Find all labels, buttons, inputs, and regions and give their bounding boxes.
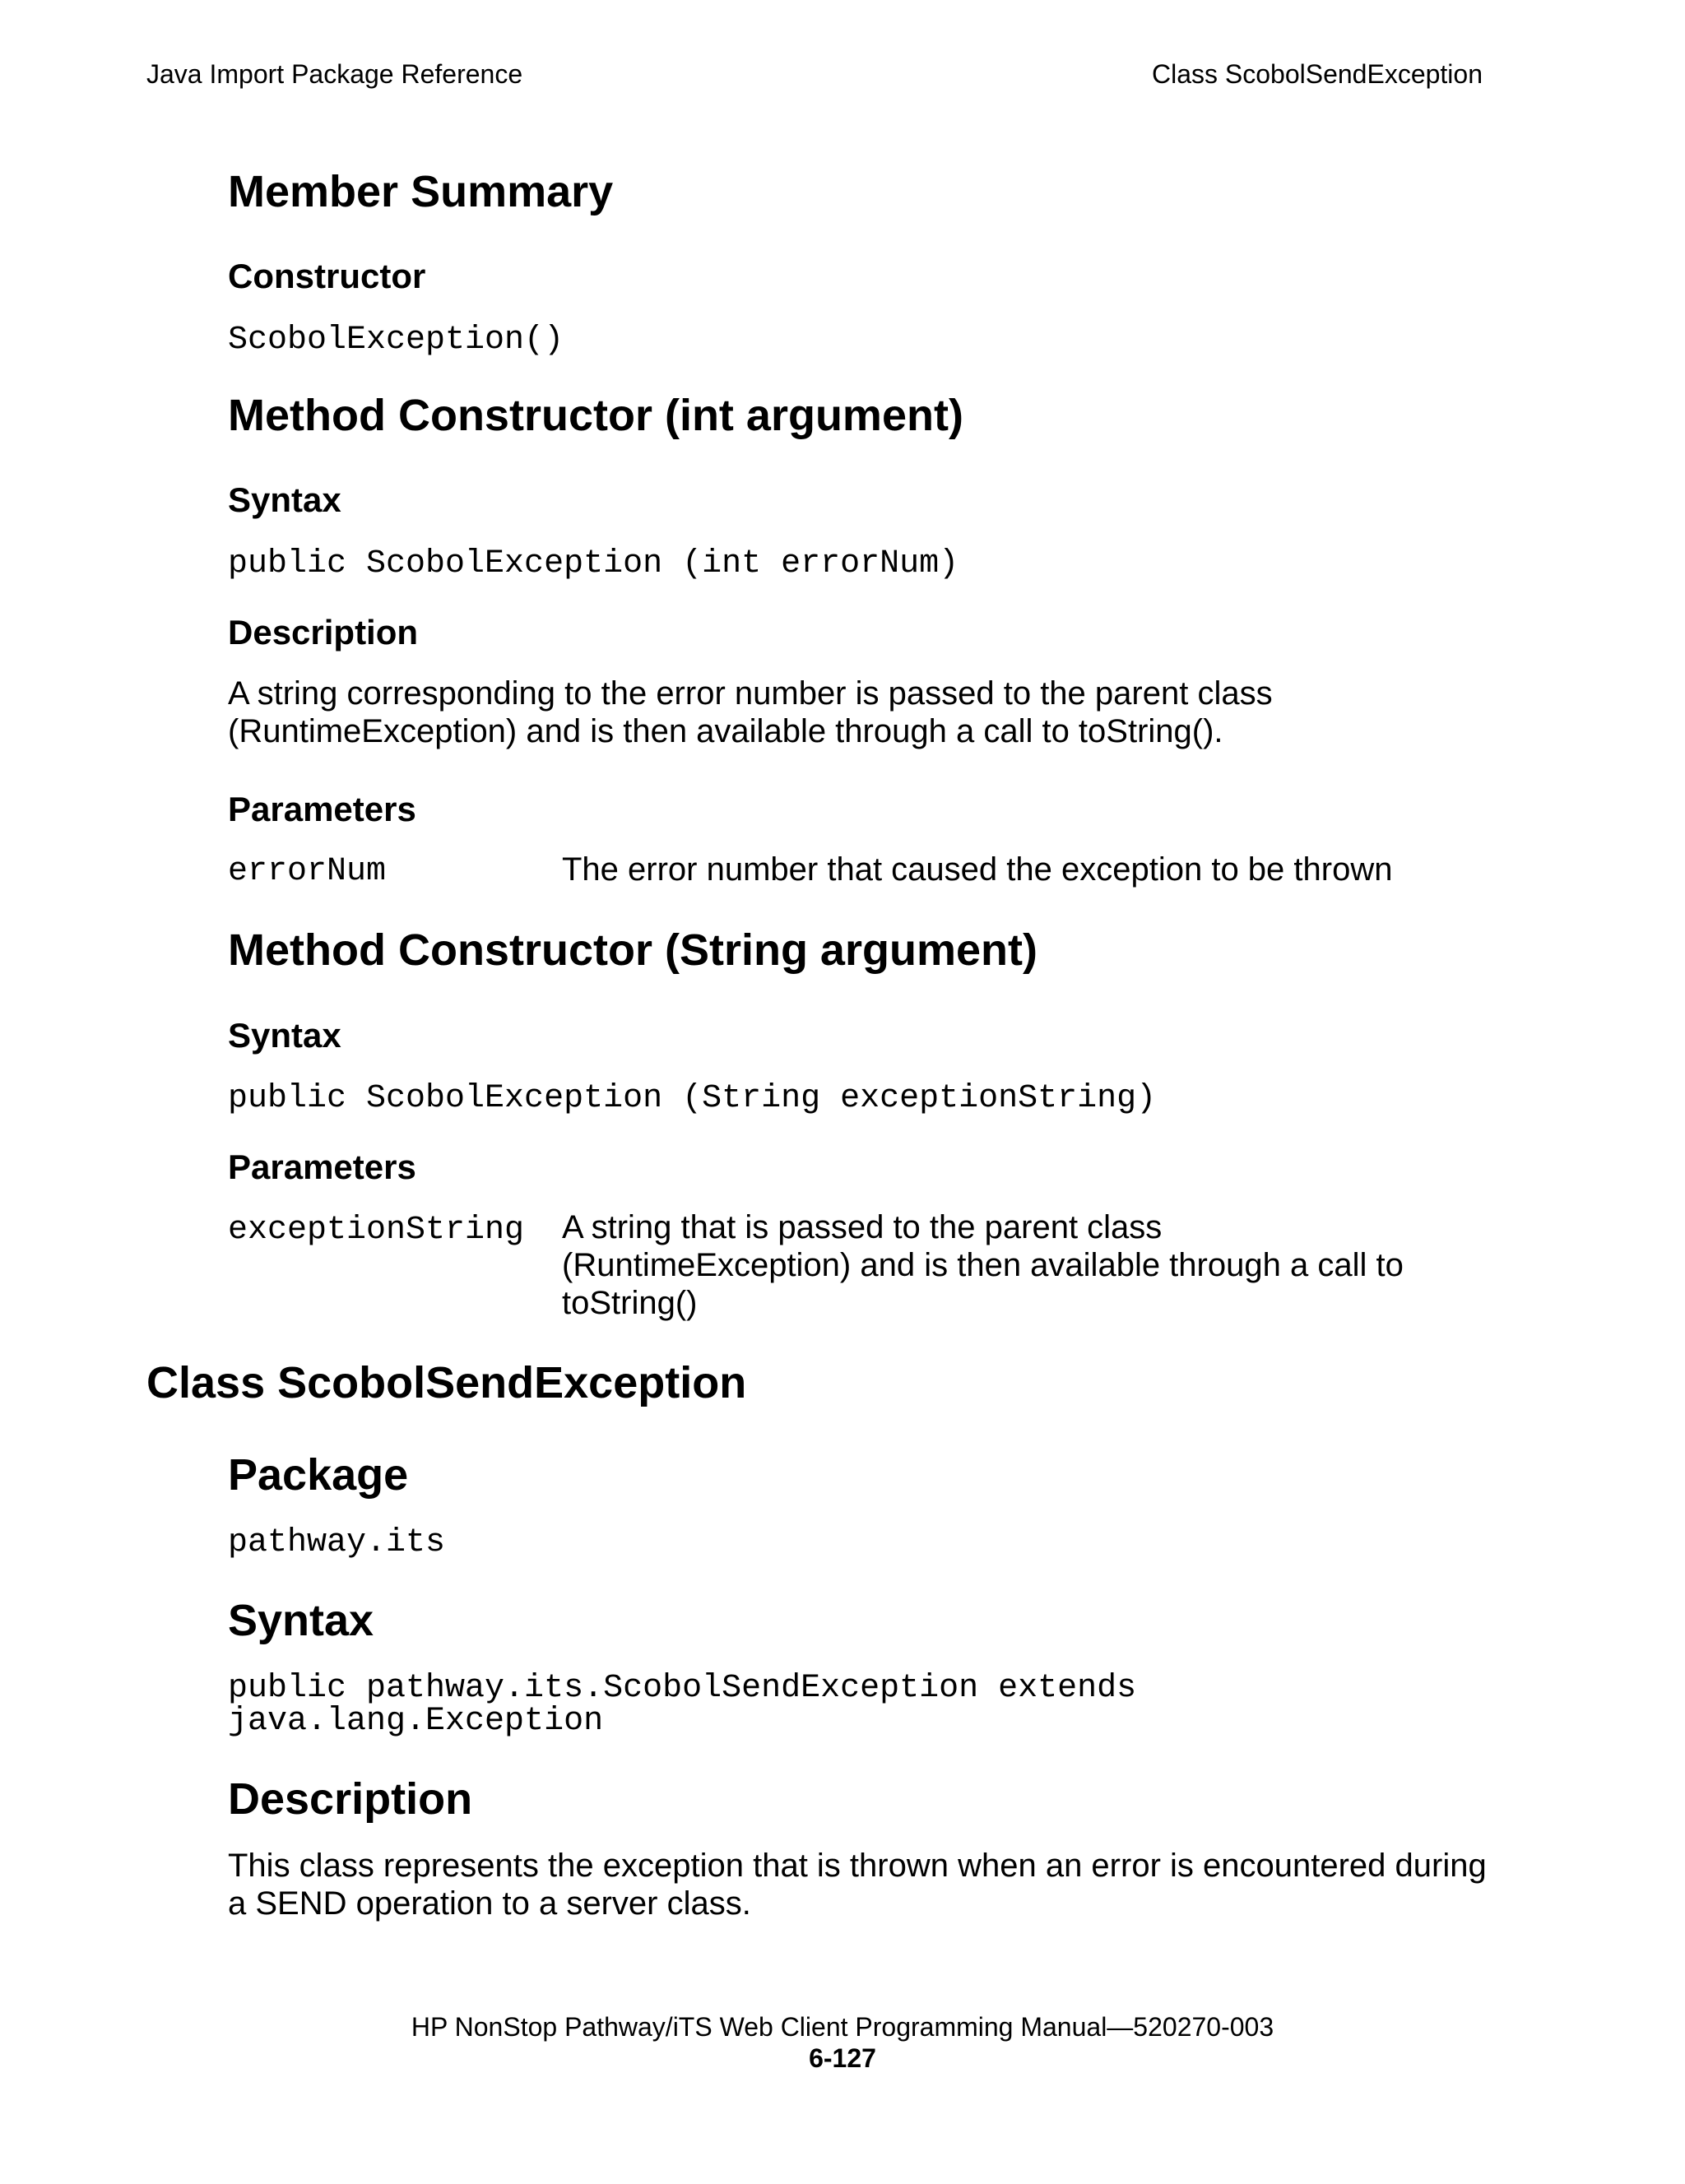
constructor-heading: Constructor: [228, 257, 426, 295]
class-syntax-code-line2: java.lang.Exception: [228, 1703, 604, 1740]
class-description-heading: Description: [228, 1774, 473, 1824]
method-string-parameters-heading: Parameters: [228, 1148, 416, 1186]
footer-manual-title: HP NonStop Pathway/iTS Web Client Programming Manual—520270-003: [411, 2012, 1274, 2042]
method-int-parameters-heading: Parameters: [228, 790, 416, 828]
method-int-param-description: The error number that caused the exception to be thrown: [562, 851, 1393, 888]
running-header-left: Java Import Package Reference: [146, 59, 523, 89]
class-description-line1: This class represents the exception that is thrown when an error is encountered during: [228, 1848, 1487, 1884]
method-string-heading: Method Constructor (String argument): [228, 925, 1037, 975]
method-string-param-name: exceptionString: [228, 1212, 525, 1249]
method-string-param-description-line1: A string that is passed to the parent class: [562, 1209, 1163, 1245]
method-string-param-description-line3: toString(): [562, 1285, 698, 1321]
footer-page-number: 6-127: [809, 2043, 876, 2073]
package-heading: Package: [228, 1450, 409, 1500]
package-code: pathway.its: [228, 1524, 446, 1561]
class-heading: Class ScobolSendException: [146, 1358, 747, 1407]
method-string-syntax-heading: Syntax: [228, 1016, 341, 1055]
method-int-syntax-heading: Syntax: [228, 480, 341, 519]
method-int-description-line2: (RuntimeException) and is then available through a call to toString().: [228, 713, 1223, 749]
method-int-param-name: errorNum: [228, 853, 387, 890]
method-int-heading: Method Constructor (int argument): [228, 391, 963, 440]
method-int-description-heading: Description: [228, 613, 419, 651]
class-description-line2: a SEND operation to a server class.: [228, 1885, 751, 1922]
method-string-syntax-code: public ScobolException (String exceptionString): [228, 1080, 1157, 1117]
running-header-right: Class ScobolSendException: [1151, 59, 1483, 89]
member-summary-heading: Member Summary: [228, 167, 614, 216]
class-syntax-heading: Syntax: [228, 1596, 374, 1645]
method-int-syntax-code: public ScobolException (int errorNum): [228, 545, 959, 582]
method-string-param-description-line2: (RuntimeException) and is then available through a call to: [562, 1247, 1404, 1283]
constructor-code: ScobolException(): [228, 322, 564, 359]
class-syntax-code-line1: public pathway.its.ScobolSendException extends: [228, 1670, 1137, 1707]
method-int-description-line1: A string corresponding to the error number is passed to the parent class: [228, 675, 1273, 712]
